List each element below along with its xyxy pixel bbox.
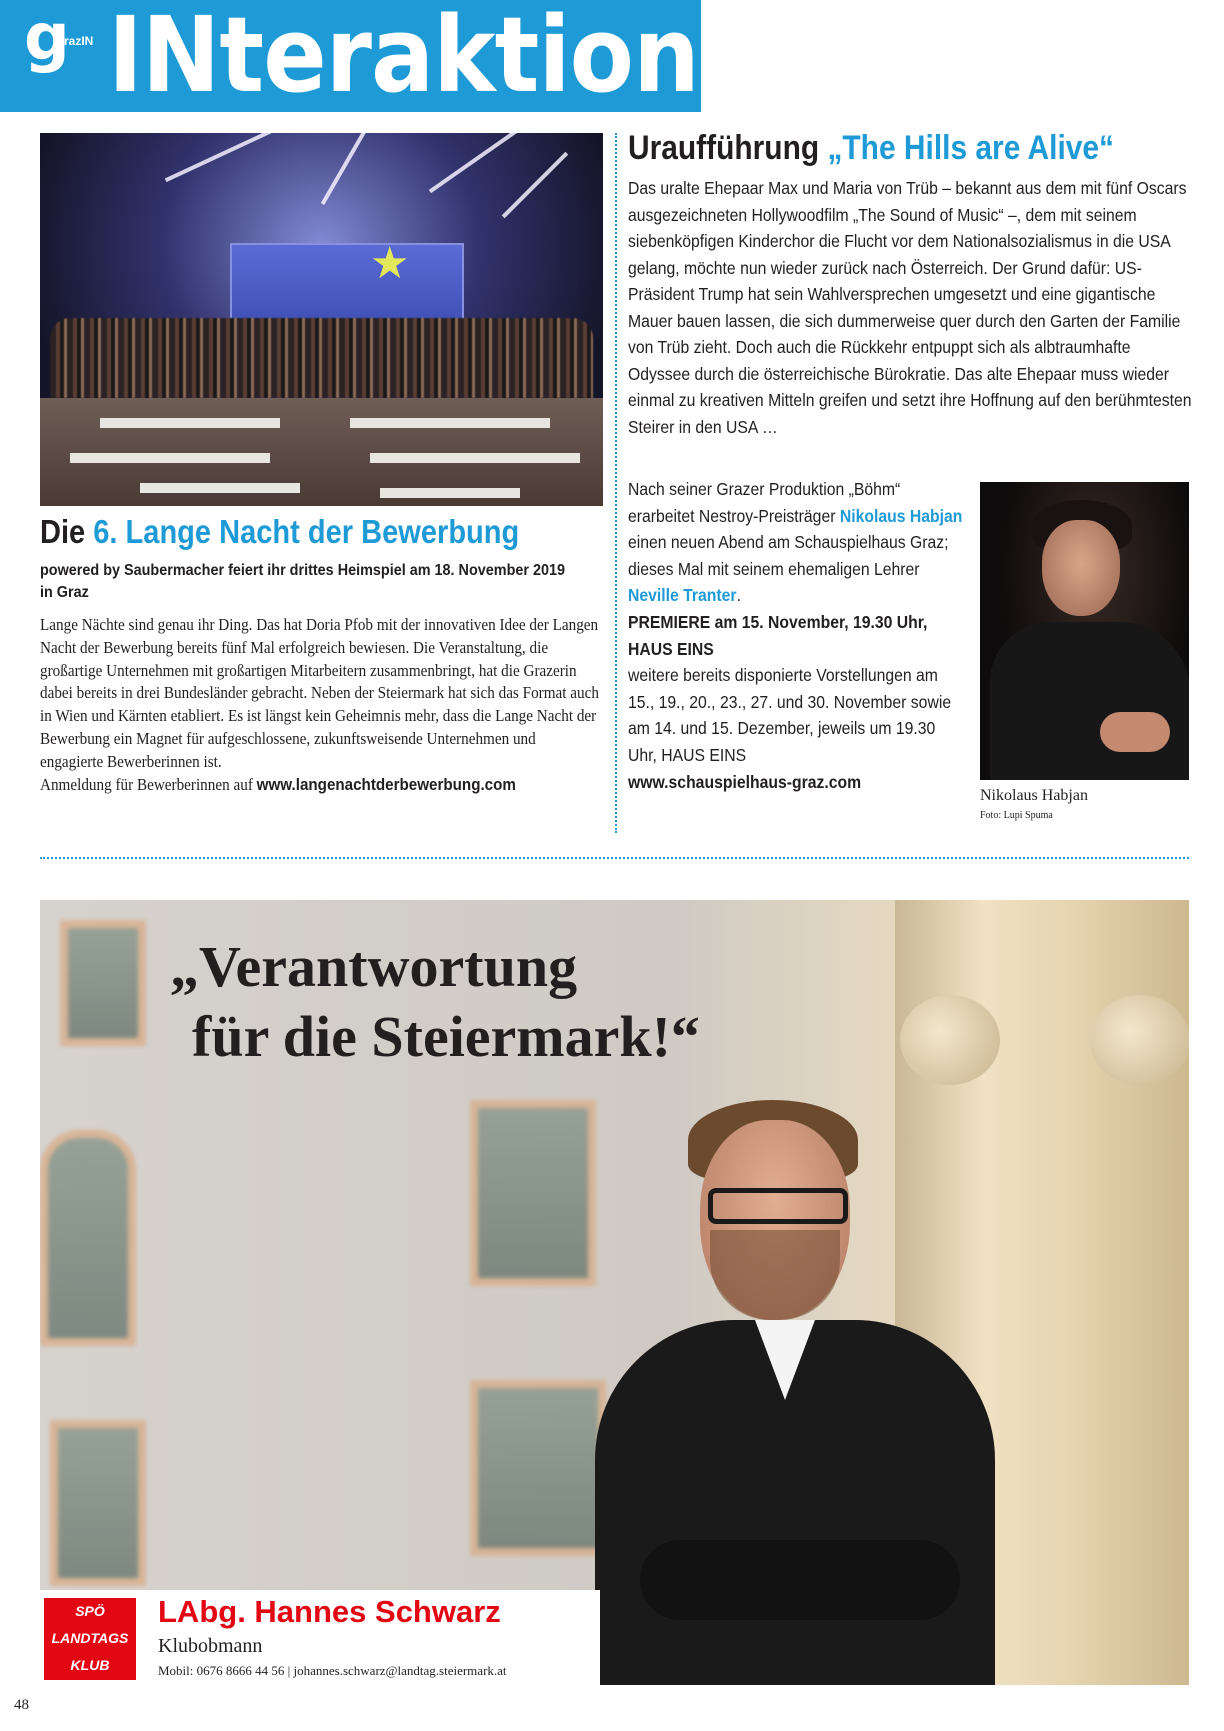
section-title: INteraktion [108, 0, 699, 116]
production-description: Nach seiner Grazer Produktion „Böhm“ erarbeitet Nestroy-Preisträger Nikolaus Habjan einen neuen Abend am Schauspielhaus Graz; dieses Mal mit seinem ehemaligen Lehrer Neville Tranter. [628, 479, 963, 606]
article-body-paragraph: Lange Nächte sind genau ihr Ding. Das hat Doria Pfob mit der innovativen Idee der Langen Nacht der Bewerbung bereits fünf Mal erfolgreich bewiesen. Die Veranstaltung, die großartige Unternehmen mit großartigen Mitarbeitern zusammenbringt, hat die Grazerin dabei bereits in drei Bundesländer gebracht. Neben der Steiermark hat sich das Format auch in Wien und Kärnten etabliert. Es ist längst kein Geheimnis mehr, dass die Lange Nacht der Bewerbung ein Magnet für aufgeschlossene, zukunftsweisende Unternehmen und engagierte Bewerberinnen ist. [40, 615, 599, 771]
column-divider [615, 133, 617, 833]
article-headline-right: Uraufführung „The Hills are Alive“ [628, 129, 1115, 167]
registration-line: Anmeldung für Bewerberinnen auf www.langenachtderbewerbung.com [40, 774, 516, 794]
section-divider [40, 857, 1189, 859]
ad-contact-info: Mobil: 0676 8666 44 56 | johannes.schwarz@landtag.steiermark.at [158, 1663, 507, 1678]
spoe-landtagsklub-logo: SPÖ LANDTAGS KLUB [44, 1598, 136, 1680]
article-headline-left: Die 6. Lange Nacht der Bewerbung [40, 513, 520, 550]
registration-link[interactable]: www.langenachtderbewerbung.com [256, 775, 516, 794]
photo-caption: Nikolaus Habjan [980, 787, 1088, 804]
artist-name: Nikolaus Habjan [839, 505, 963, 526]
person-photo [595, 1320, 995, 1685]
performance-dates: weitere bereits disponierte Vorstellungen am 15., 19., 20., 23., 27. und 30. November sowie am 14. und 15. Dezember, jeweils um 19.30 Uhr, HAUS EINS [628, 665, 952, 765]
premiere-info: PREMIERE am 15. November, 19.30 Uhr, HAUS EINS [628, 611, 928, 659]
ad-politician-role: Klubobmann [158, 1635, 263, 1657]
article-body-right: Das uralte Ehepaar Max und Maria von Trüb – bekannt aus dem mit fünf Oscars ausgezeichneten Hollywoodfilm „The Sound of Music“ –, dem mit seinem siebenköpfigen Kinderchor die Flucht vor dem Nationalsozialismus in die USA gelang, möchte nun wieder zurück nach Österreich. Der Grund dafür: US-Präsident Trump hat sein Wahlversprechen umgesetzt und eine gigantische Mauer bauen lassen, die sich dummerweise quer durch den Garten der Familie von Trüb zieht. Doch auch die Rückkehr entpuppt sich als albtraumhafte Odyssee durch die österreichische Bürokratie. Das alte Ehepaar muss wieder einmal zu kreativen Mitteln greifen und setzt ihre Hoffnung auf den berühmtesten Steirer in den USA … [628, 178, 1192, 437]
production-info [628, 476, 966, 795]
star-icon: ★ [370, 239, 410, 288]
photo-credit: Foto: Lupi Spuma [980, 810, 1053, 821]
theatre-website-link[interactable]: www.schauspielhaus-graz.com [628, 771, 862, 792]
ad-footer [40, 1590, 600, 1685]
portrait-photo-habjan [980, 482, 1189, 780]
event-photo [40, 133, 603, 506]
article-subheadline-left: powered by Saubermacher feiert ihr drittes Heimspiel am 18. November 2019 in Graz [40, 562, 566, 601]
article-body-left [40, 614, 599, 796]
teacher-name: Neville Tranter [628, 585, 737, 606]
grazin-logo-small: razIN [64, 34, 94, 48]
advertisement [40, 900, 1189, 1685]
page-number: 48 [14, 1697, 29, 1713]
ad-headline: „Verantwortung für die Steiermark!“ [170, 934, 700, 1069]
ad-politician-name: LAbg. Hannes Schwarz [158, 1594, 501, 1629]
grazin-logo: g [24, 1, 70, 75]
